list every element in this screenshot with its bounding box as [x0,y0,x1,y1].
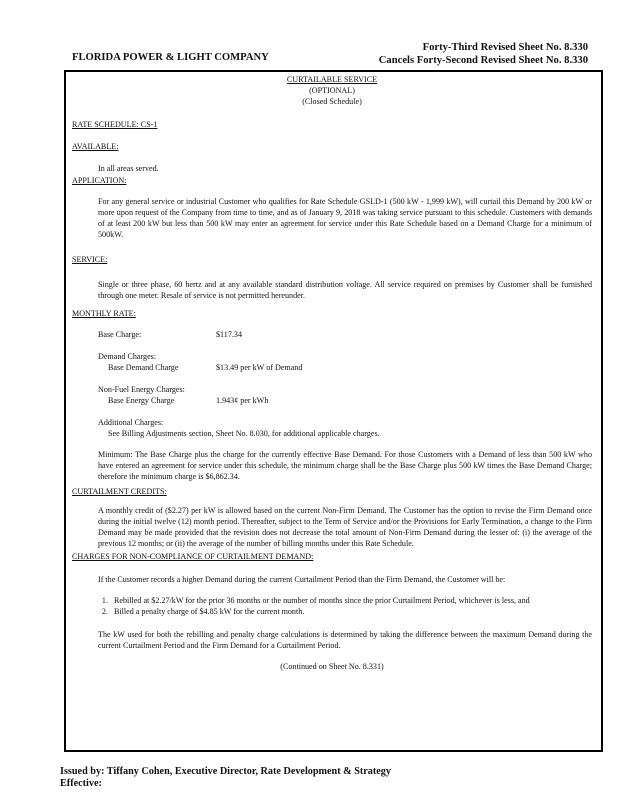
title-main: CURTAILABLE SERVICE [286,75,378,84]
noncompliance-list [72,595,592,617]
service-heading: SERVICE: [72,255,108,264]
monthly-rate-heading: MONTHLY RATE: [72,309,136,318]
noncompliance-heading: CHARGES FOR NON-COMPLIANCE OF CURTAILMENT DEMAND: [72,552,314,561]
service-text: Single or three phase, 60 hertz and at any available standard distribution voltage. All service required on premises by Customer shall be furnished through one meter. Resale of service is not permitted hereunder. [98,280,592,300]
base-charge-value: $117.34 [216,330,243,339]
available-heading: AVAILABLE: [72,142,119,151]
cancels-sheet-number: Cancels Forty-Second Revised Sheet No. 8.330 [378,54,588,66]
available-text: In all areas served. [98,164,159,173]
additional-charges-label: Additional Charges: [98,418,164,427]
sheet-number: Forty-Third Revised Sheet No. 8.330 [422,42,588,53]
curtailment-credits-heading: CURTAILMENT CREDITS: [72,487,167,496]
application-heading: APPLICATION: [72,176,127,185]
base-energy-row [98,395,592,406]
title-closed: (Closed Schedule) [302,97,362,106]
base-energy-label: Base Energy Charge [108,396,175,405]
document-body [72,74,592,672]
application-text: For any general service or industrial Customer who qualifies for Rate Schedule GSLD-1 (500 kW - 1,999 kW), will curtail this Demand by 200 kW or more upon request of the Company from time to time, and as of January 9, 2018 was taking service pursuant to this schedule. Customers with demands of at least 200 kW but less than 500 kW may enter an agreement for service under this Rate Schedule based on a Demand Charge for a minimum of 500kW. [98,197,592,239]
demand-charges-label: Demand Charges: [98,352,157,361]
continued-note: (Continued on Sheet No. 8.331) [280,662,384,671]
list-item: 1. Rebilled at $2.27/kW for the prior 36 months or the number of months since the prior Curtailment Period, whichever is less, and [110,595,592,606]
document-title [72,74,592,107]
list-item: 2. Billed a penalty charge of $4.85 kW for the current month. [110,606,592,617]
noncompliance-closing: The kW used for both the rebilling and penalty charge calculations is determined by taking the difference between the maximum Demand during the current Curtailment Period and the Firm Demand for a Curtailment Period. [98,630,592,650]
noncompliance-intro: If the Customer records a higher Demand during the current Curtailment Period than the Firm Demand, the Customer will be: [98,575,506,584]
base-charge-row [98,329,592,340]
sheet-header [379,42,588,67]
base-energy-value: 1.943¢ per kWh [216,396,269,405]
footer [60,766,391,790]
nonfuel-label: Non-Fuel Energy Charges: [98,385,185,394]
effective-label: Effective: [60,778,102,789]
title-optional: (OPTIONAL) [309,86,355,95]
monthly-rate-block [72,329,592,482]
additional-charges-text: See Billing Adjustments section, Sheet No. 8.030, for additional applicable charges. [108,429,380,438]
minimum-charge-text: Minimum: The Base Charge plus the charge for the currently effective Base Demand. For those Customers with a Demand of less than 500 kW who have entered an agreement for service under this schedule, the minimum charge shall be the Base Charge plus 500 kW times the Base Demand Charge; therefore the minimum charge is $6,862.34. [98,450,592,481]
base-demand-value: $13.49 per kW of Demand [216,363,303,372]
base-charge-label: Base Charge: [98,330,142,339]
rate-schedule-heading: RATE SCHEDULE: CS-1 [72,120,158,129]
base-demand-row [98,362,592,373]
base-demand-label: Base Demand Charge [108,363,179,372]
issued-by: Issued by: Tiffany Cohen, Executive Director, Rate Development & Strategy [60,766,391,777]
curtailment-credits-text: A monthly credit of ($2.27) per kW is allowed based on the current Non-Firm Demand. The Customer has the option to revise the Firm Demand once during the initial twelve (12) month period. Thereafter, subject to the Term of Service and/or the Provisions for Early Termination, a change to the Firm Demand may be made provided that the revision does not decrease the total amount of Non-Firm Demand during the lesser of: (i) the average of the previous 12 months; or (ii) the average of the number of billing months under this Rate Schedule. [98,506,592,548]
company-name: FLORIDA POWER & LIGHT COMPANY [72,52,269,63]
